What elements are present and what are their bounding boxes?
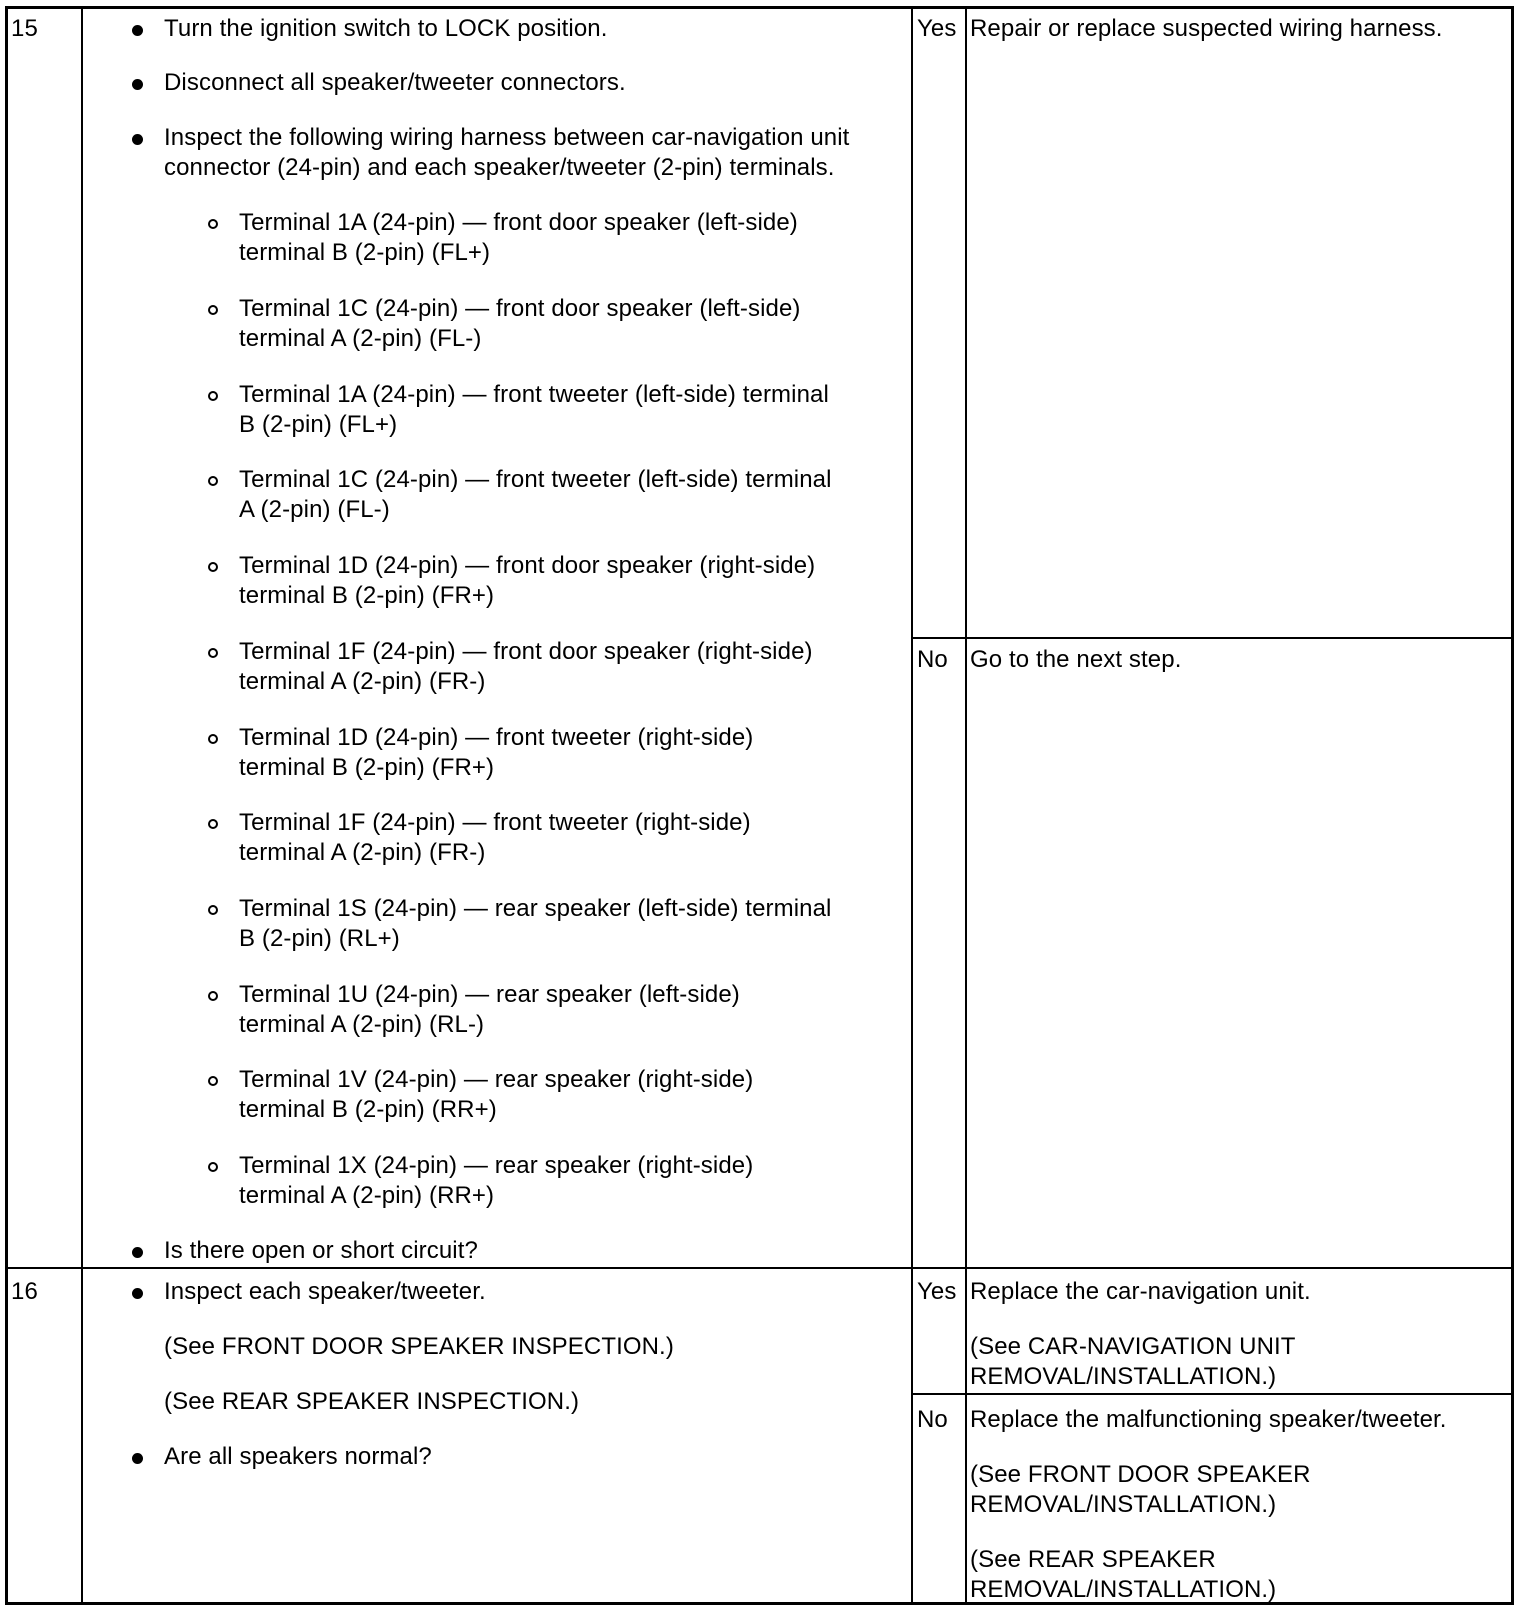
terminal-item: Terminal 1D (24-pin) — front tweeter (right-side) [239, 724, 754, 751]
terminal-item: Terminal 1A (24-pin) — front door speaker (left-side) [239, 209, 798, 236]
reference-text: (See REAR SPEAKER INSPECTION.) [164, 1388, 580, 1415]
terminal-item: Terminal 1S (24-pin) — rear speaker (left-side) terminal [239, 895, 832, 922]
terminal-item: Terminal 1F (24-pin) — front door speaker (right-side) [239, 638, 813, 665]
instruction-text: Disconnect all speaker/tweeter connectors. [164, 69, 626, 96]
ring-bullet-icon [208, 305, 218, 315]
terminal-item: terminal B (2-pin) (FL+) [239, 239, 491, 266]
yes-label: Yes [917, 1278, 957, 1305]
no-action: Go to the next step. [970, 646, 1182, 673]
terminal-item: Terminal 1U (24-pin) — rear speaker (left-side) [239, 981, 740, 1008]
terminal-item: terminal A (2-pin) (FR-) [239, 668, 486, 695]
instruction-text: Turn the ignition switch to LOCK position. [164, 15, 608, 42]
bullet-icon [132, 134, 143, 145]
yes-reference: (See CAR-NAVIGATION UNIT [970, 1333, 1296, 1360]
bullet-icon [132, 79, 143, 90]
terminal-item: Terminal 1D (24-pin) — front door speaker (right-side) [239, 552, 816, 579]
no-reference: (See REAR SPEAKER [970, 1546, 1216, 1573]
terminal-item: terminal A (2-pin) (RL-) [239, 1011, 485, 1038]
terminal-item: terminal B (2-pin) (RR+) [239, 1096, 497, 1123]
ring-bullet-icon [208, 391, 218, 401]
instruction-text: Inspect the following wiring harness between car-navigation unit [164, 124, 850, 151]
question-text: Are all speakers normal? [164, 1443, 432, 1470]
ring-bullet-icon [208, 1162, 218, 1172]
column-divider-result [965, 6, 967, 1605]
terminal-item: Terminal 1C (24-pin) — front tweeter (left-side) terminal [239, 466, 832, 493]
ring-bullet-icon [208, 1076, 218, 1086]
terminal-item: B (2-pin) (FL+) [239, 411, 398, 438]
bullet-icon [132, 1288, 143, 1299]
reference-text: (See FRONT DOOR SPEAKER INSPECTION.) [164, 1333, 674, 1360]
terminal-item: Terminal 1F (24-pin) — front tweeter (right-side) [239, 809, 751, 836]
ring-bullet-icon [208, 476, 218, 486]
terminal-item: terminal B (2-pin) (FR+) [239, 582, 495, 609]
instruction-text: connector (24-pin) and each speaker/tweeter (2-pin) terminals. [164, 154, 835, 181]
procedure-table [5, 6, 1514, 1605]
column-divider-number [81, 6, 83, 1605]
row-divider-16-yes-no [911, 1393, 1514, 1395]
row-divider-15-yes-no [911, 637, 1514, 639]
instruction-text: Inspect each speaker/tweeter. [164, 1278, 486, 1305]
no-reference: (See FRONT DOOR SPEAKER [970, 1461, 1311, 1488]
terminal-item: Terminal 1X (24-pin) — rear speaker (right-side) [239, 1152, 754, 1179]
ring-bullet-icon [208, 219, 218, 229]
terminal-item: terminal A (2-pin) (RR+) [239, 1182, 495, 1209]
yes-action: Repair or replace suspected wiring harness. [970, 15, 1443, 42]
column-divider-procedure [911, 6, 913, 1605]
row-divider-15-16 [5, 1267, 1514, 1269]
no-action: Replace the malfunctioning speaker/tweeter. [970, 1406, 1447, 1433]
terminal-item: Terminal 1C (24-pin) — front door speaker (left-side) [239, 295, 801, 322]
yes-label: Yes [917, 15, 957, 42]
ring-bullet-icon [208, 648, 218, 658]
yes-action: Replace the car-navigation unit. [970, 1278, 1311, 1305]
terminal-item: A (2-pin) (FL-) [239, 496, 390, 523]
step-number: 16 [11, 1278, 38, 1305]
no-reference: REMOVAL/INSTALLATION.) [970, 1491, 1277, 1518]
ring-bullet-icon [208, 905, 218, 915]
ring-bullet-icon [208, 734, 218, 744]
bullet-icon [132, 25, 143, 36]
ring-bullet-icon [208, 562, 218, 572]
no-reference: REMOVAL/INSTALLATION.) [970, 1576, 1277, 1603]
bullet-icon [132, 1247, 143, 1258]
terminal-item: terminal A (2-pin) (FL-) [239, 325, 482, 352]
yes-reference: REMOVAL/INSTALLATION.) [970, 1363, 1277, 1390]
terminal-item: Terminal 1A (24-pin) — front tweeter (left-side) terminal [239, 381, 829, 408]
terminal-item: Terminal 1V (24-pin) — rear speaker (right-side) [239, 1066, 754, 1093]
terminal-item: B (2-pin) (RL+) [239, 925, 400, 952]
step-number: 15 [11, 15, 38, 42]
question-text: Is there open or short circuit? [164, 1237, 478, 1264]
bullet-icon [132, 1453, 143, 1464]
no-label: No [917, 646, 948, 673]
no-label: No [917, 1406, 948, 1433]
terminal-item: terminal B (2-pin) (FR+) [239, 754, 495, 781]
terminal-item: terminal A (2-pin) (FR-) [239, 839, 486, 866]
ring-bullet-icon [208, 991, 218, 1001]
ring-bullet-icon [208, 819, 218, 829]
